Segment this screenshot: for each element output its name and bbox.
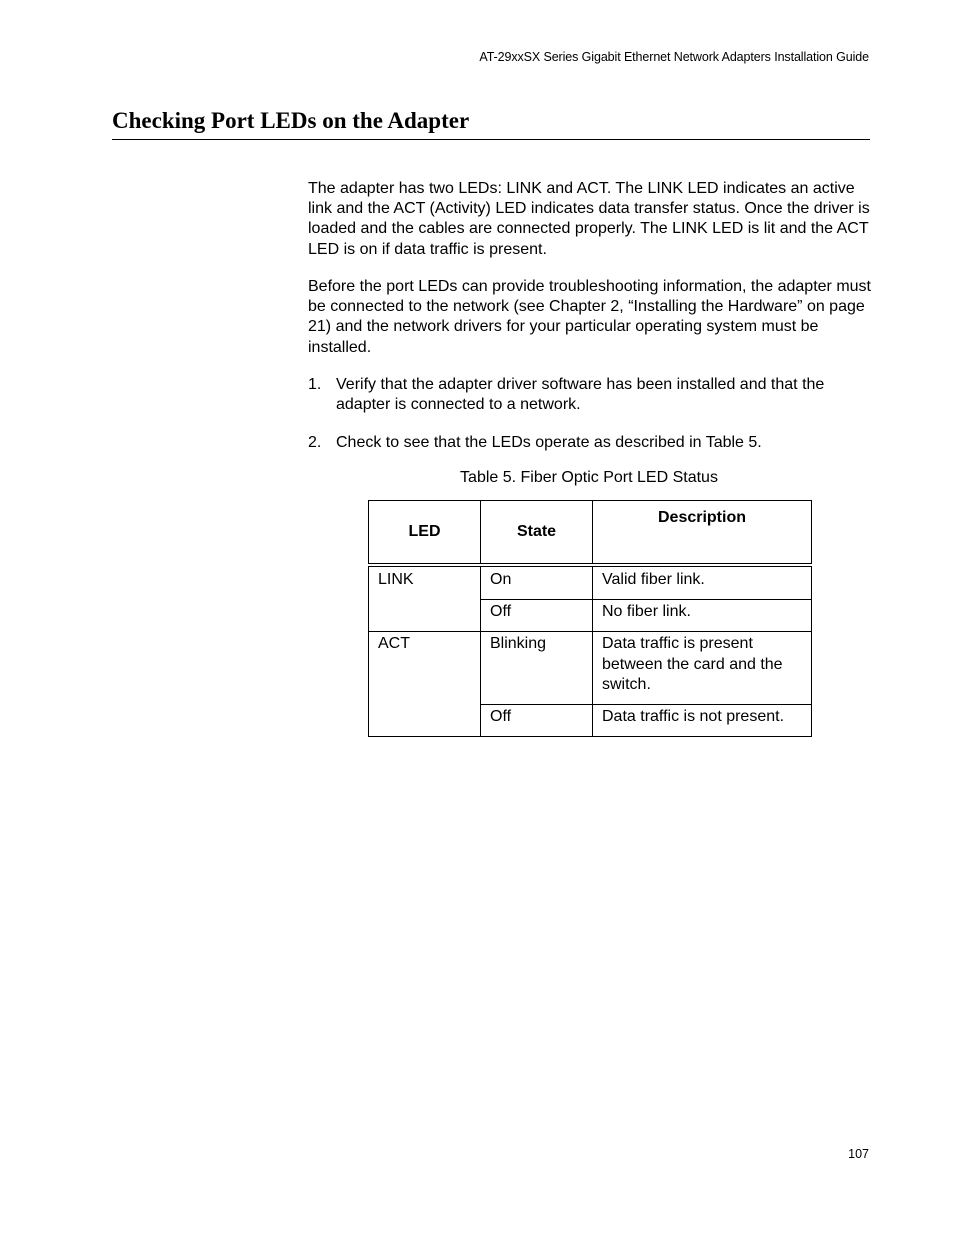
procedure-step-1 [308, 375, 873, 415]
description-cell: Data traffic is not present. [593, 705, 812, 737]
column-header-state: State [481, 501, 593, 566]
section-title: Checking Port LEDs on the Adapter [112, 108, 470, 133]
state-cell: Off [481, 705, 593, 737]
prerequisite-paragraph: Before the port LEDs can provide troubleshooting information, the adapter must be connected to the network (see Chapter 2, “Installing the Hardware” on page 21) and the network drivers for your particular operating system must be installed. [308, 278, 871, 356]
title-rule [112, 139, 870, 140]
description-cell: Data traffic is present between the card and the switch. [593, 632, 812, 705]
step-text: Check to see that the LEDs operate as described in Table 5. [336, 434, 762, 451]
step-number: 1. [308, 376, 322, 393]
page-number: 107 [848, 1147, 869, 1161]
state-cell: Off [481, 600, 593, 632]
table-caption: Table 5. Fiber Optic Port LED Status [460, 469, 718, 486]
table-row [369, 565, 812, 600]
step-text: Verify that the adapter driver software has been installed and that the adapter is connected to a network. [336, 376, 825, 414]
led-status-table [368, 500, 812, 737]
description-cell: No fiber link. [593, 600, 812, 632]
table-header-row [369, 501, 812, 566]
intro-paragraph: The adapter has two LEDs: LINK and ACT. The LINK LED indicates an active link and the ACT (Activity) LED indicates data transfer status. Once the driver is loaded and the cables are connected properly. The LINK LED is lit and the ACT LED is on if data traffic is present. [308, 180, 870, 258]
column-header-description: Description [593, 501, 812, 566]
table-row [369, 632, 812, 705]
led-cell: LINK [369, 565, 481, 632]
running-header: AT-29xxSX Series Gigabit Ethernet Network Adapters Installation Guide [479, 50, 869, 64]
step-number: 2. [308, 434, 322, 451]
description-cell: Valid fiber link. [593, 565, 812, 600]
state-cell: Blinking [481, 632, 593, 705]
list-item [308, 375, 873, 415]
led-cell: ACT [369, 632, 481, 737]
procedure-step-2 [308, 433, 873, 453]
list-item [308, 433, 873, 453]
column-header-led: LED [369, 501, 481, 566]
state-cell: On [481, 565, 593, 600]
